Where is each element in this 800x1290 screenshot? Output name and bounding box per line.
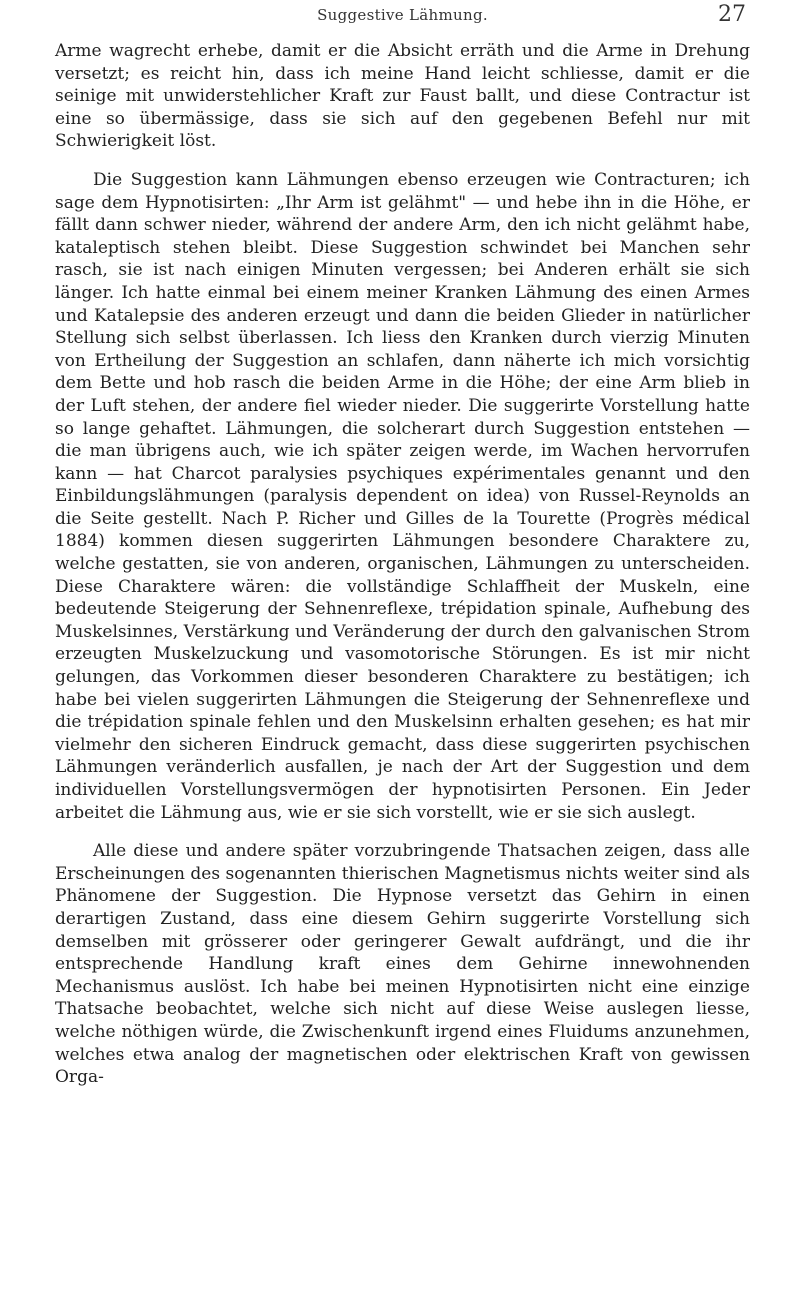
page-number: 27 — [718, 2, 746, 27]
body-text — [55, 40, 750, 1105]
running-head — [55, 0, 750, 40]
paragraph-continuation: Arme wagrecht erhebe, damit er die Absicht erräth und die Arme in Drehung versetzt; es reicht hin, dass ich meine Hand leicht schliesse, damit er die seinige mit unwiderstehlicher Kraft zur Faust ballt, und diese Contractur ist eine so übermässige, dass sie sich auf den gegebenen Befehl nur mit Schwierigkeit löst. — [55, 41, 750, 152]
paragraph-paralysis-suggestion: Die Suggestion kann Lähmungen ebenso erzeugen wie Contracturen; ich sage dem Hypnotisirten: „Ihr Arm ist gelähmt" — und hebe ihn in die Höhe, er fällt dann schwer nieder, während der andere Arm, den ich nicht gelähmt habe, kataleptisch stehen bleibt. Diese Suggestion schwindet bei Manchen sehr rasch, sie ist nach einigen Minuten vergessen; bei Anderen erhält sie sich länger. Ich hatte einmal bei einem meiner Kranken Lähmung des einen Armes und Katalepsie des anderen erzeugt und dann die beiden Glieder in natürlicher Stellung sich selbst überlassen. Ich liess den Kranken durch vierzig Minuten von Ertheilung der Suggestion an schlafen, dann näherte ich mich vorsichtig dem Bette und hob rasch die beiden Arme in die Höhe; der eine Arm blieb in der Luft stehen, der andere fiel wieder nieder. Die suggerirte Vorstellung hatte so lange gehaftet. Lähmungen, die solcherart durch Suggestion entstehen — die man übrigens auch, wie ich später zeigen werde, im Wachen hervorrufen kann — hat Charcot paralysies psychiques expérimentales genannt und den Einbildungslähmungen (paralysis dependent on idea) von Russel-Reynolds an die Seite gestellt. Nach P. Richer und Gilles de la Tourette (Progrès médical 1884) kommen diesen suggerirten Lähmungen besondere Charaktere zu, welche gestatten, sie von anderen, organischen, Lähmungen zu unterscheiden. Diese Charaktere wären: die vollständige Schlaffheit der Muskeln, eine bedeutende Steigerung der Sehnenreflexe, trépidation spinale, Aufhebung des Muskelsinnes, Verstärkung und Veränderung der durch den galvanischen Strom erzeugten Muskelzuckung und vasomotorische Störungen. Es ist mir nicht gelungen, das Vorkommen dieser besonderen Charaktere zu bestätigen; ich habe bei vielen suggerirten Lähmungen die Steigerung der Sehnenreflexe und die trépidation spinale fehlen und den Muskelsinn erhalten gesehen; es hat mir vielmehr den sicheren Eindruck gemacht, dass diese suggerirten psychischen Lähmungen veränderlich ausfallen, je nach der Art der Suggestion und dem individuellen Vorstellungsvermögen der hypnotisirten Personen. Ein Jeder arbeitet die Lähmung aus, wie er sie sich vorstellt, wie er sie sich auslegt. — [55, 169, 750, 823]
book-page — [55, 0, 750, 1290]
paragraph-magnetism-conclusion: Alle diese und andere später vorzubringende Thatsachen zeigen, dass alle Erscheinungen des sogenannten thierischen Magnetismus nichts weiter sind als Phänomene der Suggestion. Die Hypnose versetzt das Gehirn in einen derartigen Zustand, dass eine diesem Gehirn suggerirte Vorstellung sich demselben mit grösserer oder geringerer Gewalt aufdrängt, und die ihr entsprechende Handlung kraft eines dem Gehirne innewohnenden Mechanismus auslöst. Ich habe bei meinen Hypnotisirten nicht eine einzige Thatsache beobachtet, welche sich nicht auf diese Weise auslegen liesse, welche nöthigen würde, die Zwischenkunft irgend eines Fluidums anzunehmen, welches etwa analog der magnetischen oder elektrischen Kraft von gewissen Orga- — [55, 841, 750, 1088]
running-title: Suggestive Lähmung. — [317, 6, 488, 24]
